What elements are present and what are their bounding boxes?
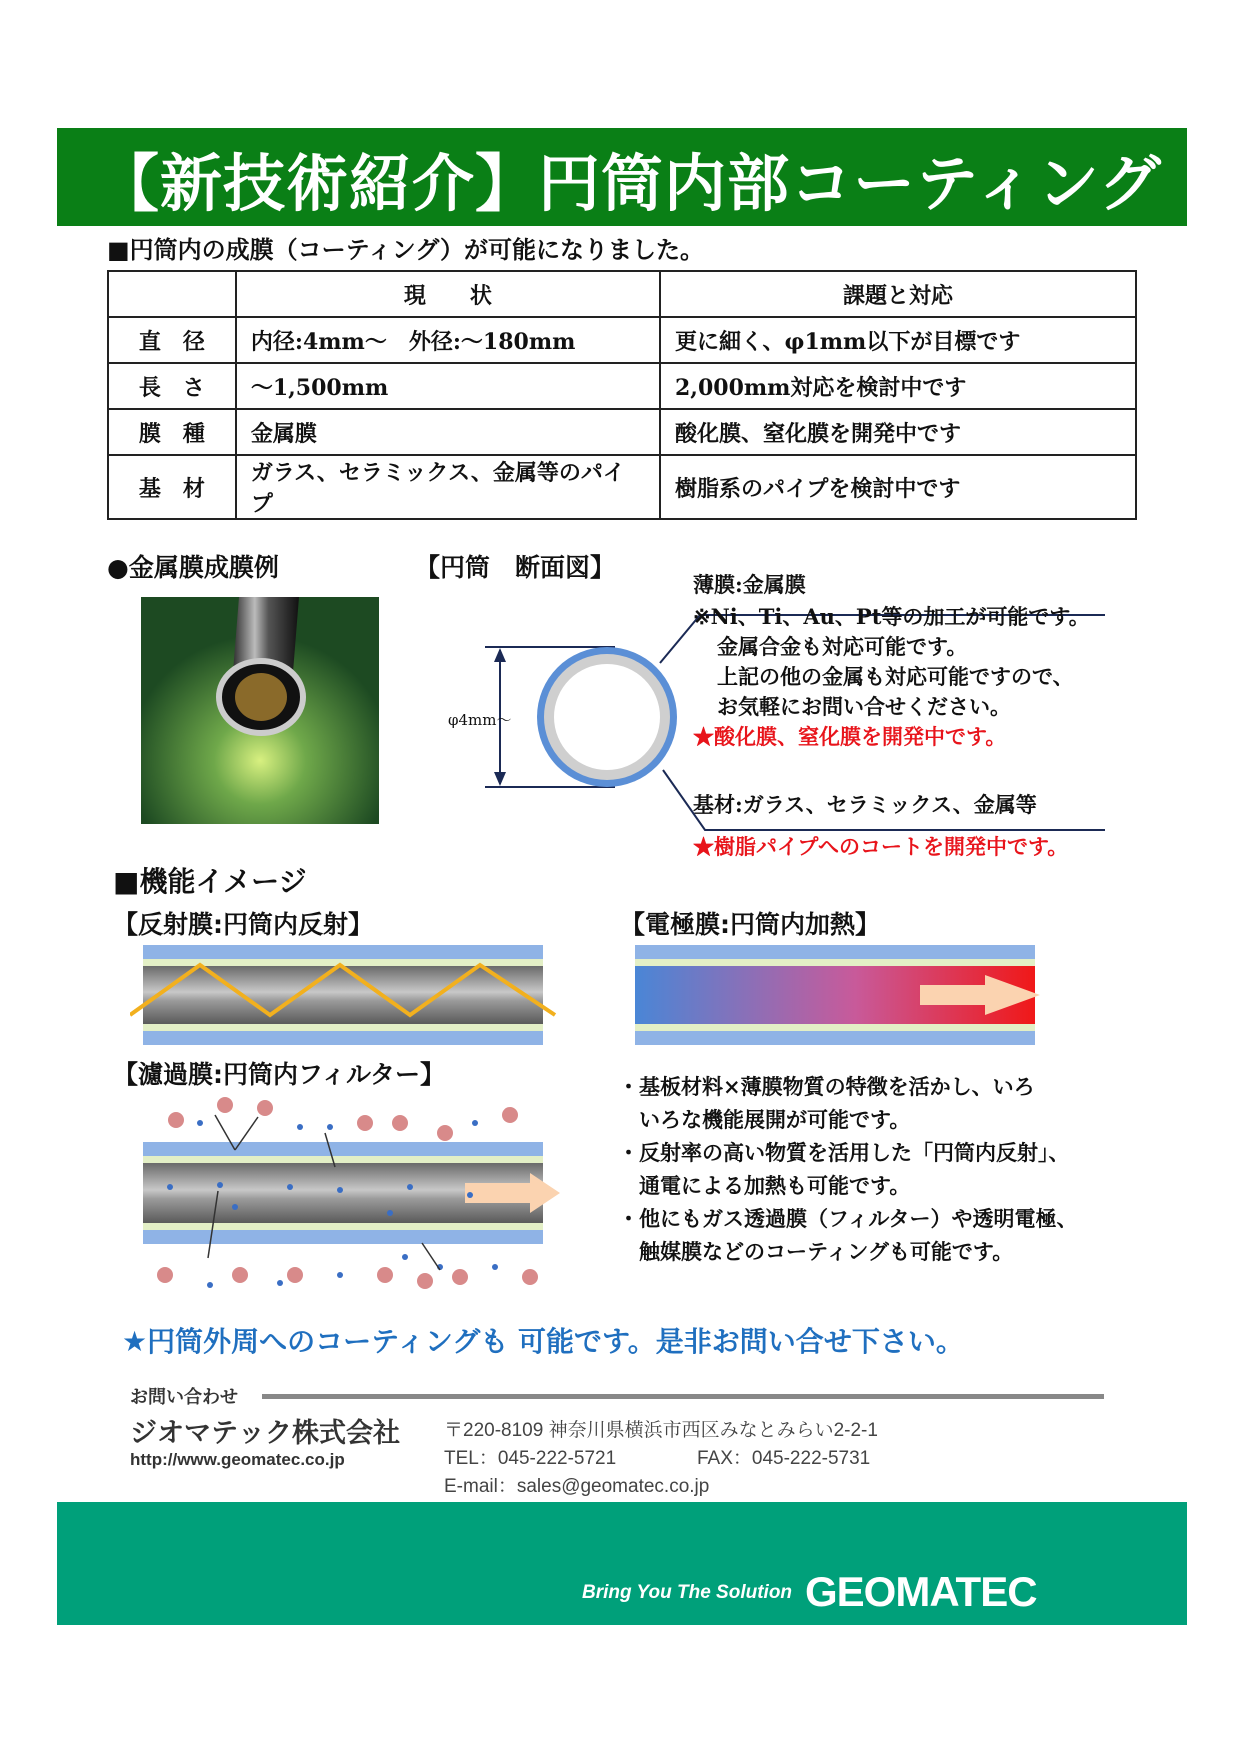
- function-bullets: [618, 1070, 1077, 1268]
- table-header-cell: [108, 271, 236, 317]
- row-label: 膜 種: [108, 409, 236, 455]
- bullet-line: ・他にもガス透過膜（フィルター）や透明電極、: [618, 1206, 1078, 1231]
- page-title: 【新技術紹介】円筒内部コーティング: [97, 147, 1162, 220]
- row-issue: 2,000mm対応を検討中です: [660, 363, 1136, 409]
- reflect-title: 【反射膜:円筒内反射】: [113, 910, 373, 939]
- bullet-line: ・基板材料×薄膜物質の特徴を活かし、いろ: [618, 1074, 1035, 1099]
- cross-section-heading: 【円筒 断面図】: [415, 553, 616, 582]
- bullet-line: 通電による加熱も可能です。: [618, 1173, 911, 1198]
- function-heading: ■機能イメージ: [113, 865, 307, 898]
- row-issue: 樹脂系のパイプを検討中です: [660, 455, 1136, 519]
- film-note: ※Ni、Ti、Au、Pt等の加工が可能です。: [693, 604, 1090, 629]
- heating-diagram: [635, 945, 1045, 1050]
- contact-address: 〒220-8109 神奈川県横浜市西区みなとみらい2-2-1: [444, 1420, 878, 1441]
- row-current: ガラス、セラミックス、金属等のパイプ: [236, 455, 660, 519]
- footer-slogan: Bring You The Solution: [582, 1582, 793, 1603]
- film-note: 上記の他の金属も対応可能ですので、: [717, 664, 1074, 689]
- filter-diagram: [140, 1095, 570, 1295]
- row-label: 直 径: [108, 317, 236, 363]
- row-label: 長 さ: [108, 363, 236, 409]
- example-heading: ●金属膜成膜例: [107, 553, 279, 582]
- contact-fax: FAX：045-222-5731: [697, 1448, 871, 1469]
- heating-title: 【電極膜:円筒内加熱】: [620, 910, 880, 939]
- row-current: 内径:4mm～ 外径:～180mm: [236, 317, 660, 363]
- bullet-line: いろな機能展開が可能です。: [618, 1107, 911, 1132]
- reflection-diagram: [130, 945, 560, 1050]
- table-row: [108, 409, 1136, 455]
- row-current: ～1,500mm: [236, 363, 660, 409]
- spec-table: [107, 270, 1137, 520]
- table-row: [108, 455, 1136, 519]
- row-current: 金属膜: [236, 409, 660, 455]
- table-row: [108, 317, 1136, 363]
- contact-tel: TEL：045-222-5721: [444, 1448, 617, 1469]
- table-header-cell: 現 状: [236, 271, 660, 317]
- film-note: 金属合金も対応可能です。: [717, 634, 968, 659]
- intro-heading: ■円筒内の成膜（コーティング）が可能になりました。: [107, 236, 704, 264]
- metal-tube-photo: [141, 597, 379, 824]
- filter-title: 【濾過膜:円筒内フィルター】: [113, 1060, 445, 1089]
- contact-label: お問い合わせ: [130, 1387, 238, 1407]
- row-issue: 更に細く、φ1mm以下が目標です: [660, 317, 1136, 363]
- title-banner: [57, 128, 1187, 226]
- substrate-label: 基材:ガラス、セラミックス、金属等: [693, 792, 1037, 817]
- bullet-line: 触媒膜などのコーティングも可能です。: [618, 1239, 1014, 1264]
- film-label: 薄膜:金属膜: [693, 572, 806, 597]
- table-row: [108, 363, 1136, 409]
- film-note: お気軽にお問い合せください。: [717, 694, 1011, 719]
- table-header-cell: 課題と対応: [660, 271, 1136, 317]
- film-red-note: ★酸化膜、窒化膜を開発中です。: [693, 724, 1007, 749]
- company-name: ジオマテック株式会社: [130, 1418, 400, 1448]
- footer-band: [57, 1502, 1187, 1625]
- substrate-red-note: ★樹脂パイプへのコートを開発中です。: [693, 834, 1069, 859]
- table-header-row: [108, 271, 1136, 317]
- contact-email[interactable]: E-mail：sales@geomatec.co.jp: [444, 1476, 710, 1497]
- company-url[interactable]: http://www.geomatec.co.jp: [130, 1450, 345, 1469]
- contact-divider: [262, 1394, 1104, 1399]
- row-issue: 酸化膜、窒化膜を開発中です: [660, 409, 1136, 455]
- diameter-label: φ4mm～: [448, 711, 512, 729]
- bullet-line: ・反射率の高い物質を活用した「円筒内反射」、: [618, 1140, 1070, 1165]
- geomatec-logo: GEOMATEC: [805, 1568, 1037, 1615]
- row-label: 基 材: [108, 455, 236, 519]
- call-to-action: ★円筒外周へのコーティングも 可能です。是非お問い合せ下さい。: [122, 1325, 964, 1358]
